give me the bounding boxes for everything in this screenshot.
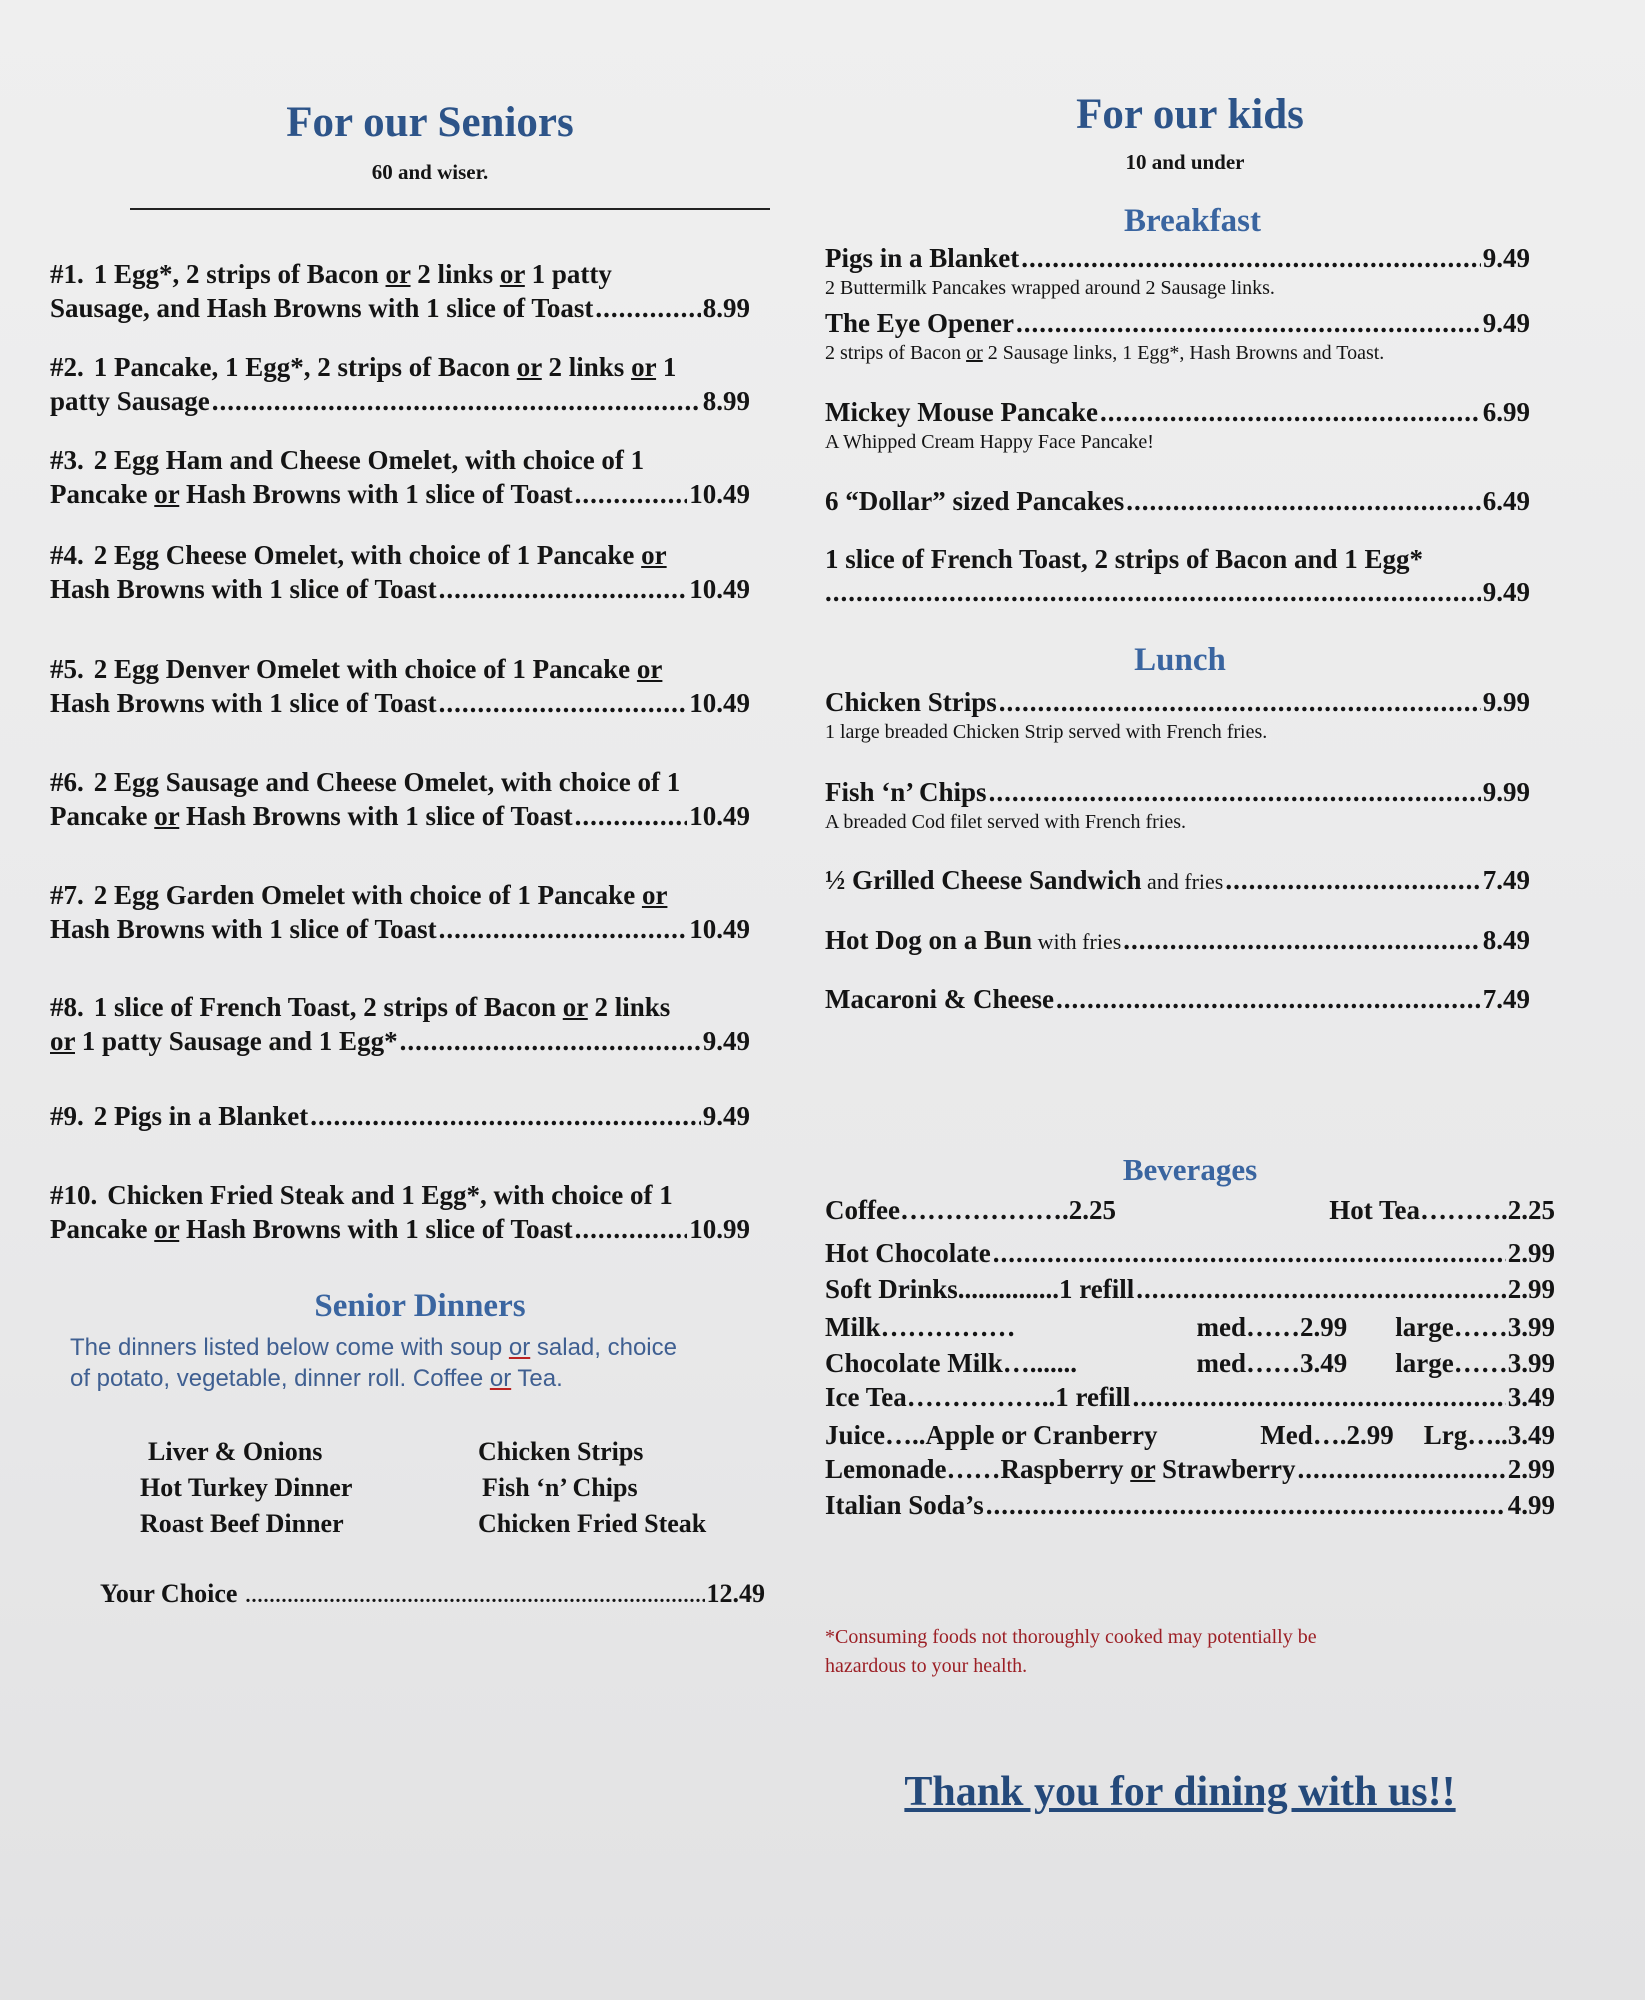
senior-item-1: #1. 1 Egg*, 2 strips of Bacon or 2 links or 1 patty Sausage, and Hash Browns with 1 slice of Toast ..... 8.99 xyxy=(50,257,750,325)
price: 2.25 xyxy=(1068,1195,1116,1225)
price: 7.49 xyxy=(1482,984,1530,1014)
seniors-title: For our Seniors xyxy=(286,99,574,146)
senior-item-4: #4. 2 Egg Cheese Omelet, with choice of 1 Pancake or Hash Browns with 1 slice of Toast ..... 10.49 xyxy=(50,538,750,606)
kids-title: For our kids xyxy=(1076,91,1304,138)
price: 9.49 xyxy=(1482,577,1530,607)
kids-lunch-item-4: Hot Dog on a Bun with fries ..... 8.49 xyxy=(825,924,1530,958)
kids-subtitle: 10 and under xyxy=(1125,150,1245,174)
price: 10.49 xyxy=(689,574,750,604)
kids-breakfast-item-2: The Eye Opener ..... 9.49 2 strips of Bacon or 2 Sausage links, 1 Egg*, Hash Browns and Toast. xyxy=(825,307,1530,366)
price: 12.49 xyxy=(706,1579,765,1608)
beverage-hot-chocolate: Hot Chocolate ..... 2.99 xyxy=(825,1237,1555,1273)
seniors-subtitle: 60 and wiser. xyxy=(371,160,489,184)
price: 8.99 xyxy=(702,293,750,323)
senior-dinners-left-list xyxy=(140,1434,352,1542)
kids-breakfast-item-1: Pigs in a Blanket ..... 9.49 2 Buttermilk Pancakes wrapped around 2 Sausage links. xyxy=(825,242,1530,301)
beverages-title: Beverages xyxy=(1122,1152,1258,1187)
thank-you-message: Thank you for dining with us!! xyxy=(904,1769,1456,1815)
dinner-item: Fish ‘n’ Chips xyxy=(482,1473,638,1502)
beverage-chocolate-milk: Chocolate Milk …....... med……3.49 large……3.99 xyxy=(825,1348,1555,1378)
price: 4.99 xyxy=(1507,1490,1555,1520)
price: 9.49 xyxy=(1482,308,1530,338)
price: 2.99 xyxy=(1507,1238,1555,1268)
beverage-lemonade: Lemonade……Raspberry or Strawberry ..... 2.99 xyxy=(825,1453,1555,1489)
senior-item-9: #9. 2 Pigs in a Blanket ..... 9.49 xyxy=(50,1100,750,1133)
beverage-soft-drinks: Soft Drinks...............1 refill ..... 2.99 xyxy=(825,1273,1555,1309)
beverage-coffee-hottea: Coffee ………………. 2.25 Hot Tea ………. 2.25 xyxy=(825,1192,1555,1228)
price: 10.49 xyxy=(689,914,750,944)
divider xyxy=(130,208,770,210)
senior-dinners-right-list xyxy=(478,1434,706,1542)
price: 9.49 xyxy=(702,1026,750,1056)
food-safety-notice: *Consuming foods not thoroughly cooked may potentially be hazardous to your health. xyxy=(825,1626,1317,1677)
kids-breakfast-item-4: 6 “Dollar” sized Pancakes ..... 6.49 xyxy=(825,485,1530,518)
dinner-item: Roast Beef Dinner xyxy=(140,1509,344,1538)
price: 3.49 xyxy=(1507,1382,1555,1412)
price: 10.99 xyxy=(689,1214,750,1244)
dinner-item: Hot Turkey Dinner xyxy=(140,1473,353,1502)
price: 8.99 xyxy=(702,386,750,416)
kids-lunch-item-5: Macaroni & Cheese ..... 7.49 xyxy=(825,983,1530,1016)
senior-item-2: #2. 1 Pancake, 1 Egg*, 2 strips of Bacon or 2 links or 1 patty Sausage ..... 8.99 xyxy=(50,350,750,418)
kids-lunch-item-2: Fish ‘n’ Chips ..... 9.99 A breaded Cod filet served with French fries. xyxy=(825,776,1530,835)
price: 6.99 xyxy=(1482,397,1530,427)
dinner-item: Chicken Fried Steak xyxy=(478,1509,707,1538)
kids-lunch-item-3: ½ Grilled Cheese Sandwich and fries ..... 7.49 xyxy=(825,864,1530,898)
price: 8.49 xyxy=(1482,925,1530,955)
breakfast-title: Breakfast xyxy=(1124,203,1261,239)
dinner-item: Liver & Onions xyxy=(148,1437,323,1466)
kids-breakfast-item-3: Mickey Mouse Pancake ..... 6.99 A Whipped Cream Happy Face Pancake! xyxy=(825,396,1530,455)
beverage-italian-soda: Italian Soda’s ..... 4.99 xyxy=(825,1489,1555,1525)
senior-item-8: #8. 1 slice of French Toast, 2 strips of Bacon or 2 links or 1 patty Sausage and 1 Egg* ..... 9.49 xyxy=(50,990,750,1058)
price: 2.25 xyxy=(1507,1195,1555,1225)
senior-item-6: #6. 2 Egg Sausage and Cheese Omelet, with choice of 1 Pancake or Hash Browns with 1 slice of Toast ..... 10.49 xyxy=(50,765,750,833)
senior-dinners-your-choice: Your Choice ..... 12.49 xyxy=(100,1577,765,1613)
price: 10.49 xyxy=(689,479,750,509)
dinner-item: Chicken Strips xyxy=(478,1437,644,1466)
beverages-list xyxy=(825,1192,1555,1525)
price: 2.99 xyxy=(1507,1274,1555,1304)
price: 9.99 xyxy=(1482,777,1530,807)
price: 6.49 xyxy=(1482,486,1530,516)
price: 9.99 xyxy=(1482,687,1530,717)
senior-dinners-description: The dinners listed below come with soup or salad, choice of potato, vegetable, dinner roll. Coffee or Tea. xyxy=(70,1334,677,1392)
price: 9.49 xyxy=(702,1101,750,1131)
lunch-title: Lunch xyxy=(1134,642,1226,678)
price: 2.99 xyxy=(1507,1454,1555,1484)
beverage-ice-tea: Ice Tea……………..1 refill ..... 3.49 xyxy=(825,1381,1555,1417)
senior-item-10: #10. Chicken Fried Steak and 1 Egg*, with choice of 1 Pancake or Hash Browns with 1 slice of Toast ..... 10.99 xyxy=(50,1178,750,1246)
beverage-juice: Juice ….. Apple or Cranberry Med….2.99 Lrg…..3.49 xyxy=(825,1420,1555,1450)
senior-item-5: #5. 2 Egg Denver Omelet with choice of 1 Pancake or Hash Browns with 1 slice of Toast ..... 10.49 xyxy=(50,652,750,720)
senior-dinners-title: Senior Dinners xyxy=(314,1288,526,1324)
price: 9.49 xyxy=(1482,243,1530,273)
kids-lunch-item-1: Chicken Strips ..... 9.99 1 large breaded Chicken Strip served with French fries. xyxy=(825,686,1530,745)
price: 7.49 xyxy=(1482,865,1530,895)
senior-item-3: #3. 2 Egg Ham and Cheese Omelet, with choice of 1 Pancake or Hash Browns with 1 slice of Toast ..... 10.49 xyxy=(50,443,750,511)
kids-breakfast-item-5: 1 slice of French Toast, 2 strips of Bacon and 1 Egg* ..... 9.49 xyxy=(825,543,1530,609)
price: 10.49 xyxy=(689,688,750,718)
senior-item-7: #7. 2 Egg Garden Omelet with choice of 1 Pancake or Hash Browns with 1 slice of Toast ..... 10.49 xyxy=(50,878,750,946)
price: 10.49 xyxy=(689,801,750,831)
beverage-milk: Milk …………… med……2.99 large……3.99 xyxy=(825,1312,1555,1342)
